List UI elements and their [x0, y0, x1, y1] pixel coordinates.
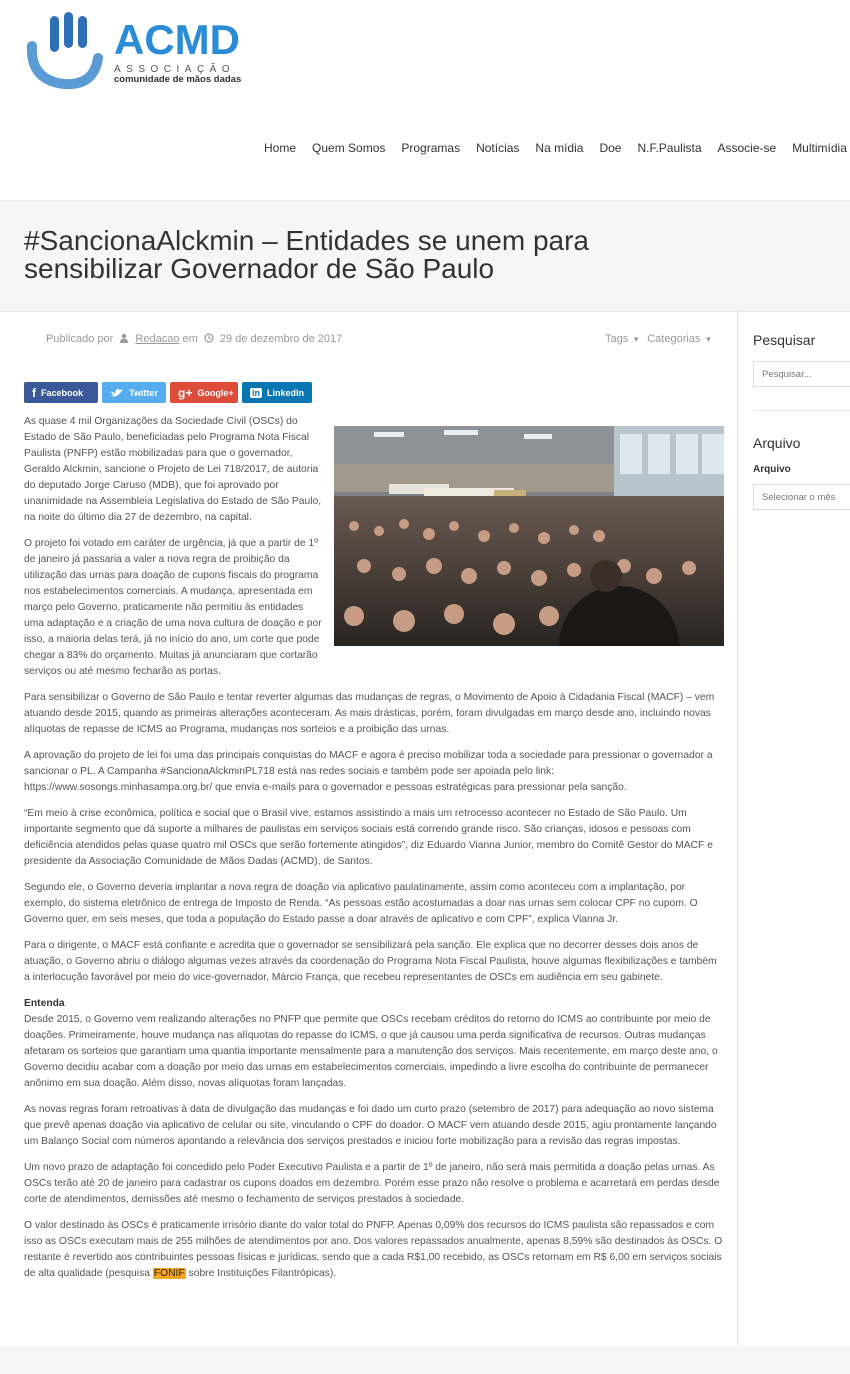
auditorium-photo	[334, 426, 724, 646]
post-taxonomy	[605, 333, 716, 345]
article-body	[24, 414, 724, 1292]
nav-na-midia[interactable]: Na mídia	[535, 141, 584, 155]
title-band	[0, 200, 850, 312]
share-twitter-button[interactable]	[102, 382, 166, 403]
site-header	[0, 0, 850, 200]
article-paragraph: “Em meio à crise econômica, política e social que o Brasil vive, estamos assistindo a mais um retrocesso acontecer no Estado de São Paulo. Um importante segmento que dá suporte a milhares de paulistas em serviços sociais está correndo grande risco. São crianças, idosos e pessoas com deficiência atendidos pelas quase quatro mil OSCs que serão fortemente atingidos”, diz Eduardo Vianna Junior, membro do Comitê Gestor do MACF e presidente da Associação Comunidade de Mãos Dadas (ACMD), de Santos.	[24, 808, 713, 867]
linkedin-icon: in	[252, 387, 260, 398]
article-paragraph: Um novo prazo de adaptação foi concedido pelo Poder Executivo Paulista e a partir de 1º de janeiro, não será mais permitida a doação pelas urnas. As OSCs terão até 20 de janeiro para cadastrar os cupons doados em dezembro. Porém esse prazo não resolve o problema e acarretará em perdas desde corte de atendimentos, demissões até mesmo o fechamento de serviços prestados à sociedade.	[24, 1162, 720, 1205]
share-google-button[interactable]	[170, 382, 238, 403]
site-logo[interactable]	[24, 8, 246, 92]
share-facebook-label: Facebook	[41, 387, 84, 398]
post-date: 29 de dezembro de 2017	[219, 333, 343, 345]
sidebar-divider	[737, 310, 738, 1346]
nav-home[interactable]: Home	[264, 141, 297, 155]
tags-caret-icon: ▼	[632, 335, 641, 344]
final-text-end: sobre Instituições Filantrópicas).	[185, 1268, 337, 1279]
article-paragraph: Desde 2015, o Governo vem realizando alterações no PNFP que permite que OSCs recebam créditos do retorno do ICMS ao contribuinte por meio de doações. Primeiramente, houve mudança nas alíquotas do repasse do ICMS, o que já causou uma perda significativa de recursos. Outras mudanças afetaram os sorteios que garantiam uma quantia importante mensalmente para a manutenção dos serviços. Mais recentemente, em março deste ano, o Governo decidiu acabar com a doação por meio das urnas em estabelecimentos comerciais, impedindo a livre escolha do contribuinte de permanecer anônimo em sua doação. Além disso, novas alíquotas foram lançadas.	[24, 1014, 718, 1089]
article-paragraph: Para sensibilizar o Governo de São Paulo e tentar reverter algumas das mudanças de regras, o Movimento de Apoio à Cidadania Fiscal (MACF) – vem atuando desde 2015, quando as primeiras alterações aconteceram. As mais drásticas, porém, foram divulgadas em março desde ano, incluindo novas alíquotas de repasse de ICMS ao Programa, mudanças nos sorteios e a proibição das urnas.	[24, 692, 715, 735]
author-link[interactable]: Redacao	[135, 333, 180, 345]
footer-band	[0, 1346, 850, 1374]
article-paragraph: Para o dirigente, o MACF está confiante e acredita que o governador se sensibilizará pela sanção. Ele explica que no decorrer desses dois anos de atuação, o Governo abriu o diálogo algumas vezes através da coordenação do Programa Nota Fiscal Paulista, houve algumas flexibilizações e também a interlocução favorável por meio do vice-governador, Márcio França, que recebeu representantes de OSCs em audiência em seu gabinete.	[24, 940, 717, 983]
nav-associe-se[interactable]: Associe-se	[717, 141, 777, 155]
main-nav	[264, 141, 850, 159]
logo-name: ACMD	[114, 16, 240, 63]
article-paragraph: As novas regras foram retroativas à data de divulgação das mudanças e foi dado um curto prazo (setembro de 2017) para adequação ao novo sistema que prevê apenas doação via aplicativo de celular ou site, vinculando o CPF do doador. O MACF vem atuando desde 2015, agiu prontamente lançando um Balanço Social com números apontando a relevância dos serviços prestados e iniciou forte mobilização para a revisão das regras impostas.	[24, 1104, 717, 1147]
share-twitter-label: Twitter	[129, 387, 158, 398]
archive-label: Arquivo	[753, 464, 791, 475]
final-text-start: O valor destinado às OSCs é praticamente irrisório diante do valor total do PNFP. Apenas 0,09% dos recursos do ICMS paulista são repassados e com isso as OSCs executam mais de 255 milhões de atendimentos por ano. Dos valores repassados anualmente, apenas 8,59% são destinados às OSCs. O restante é revertido aos contribuintes pessoas físicas e jurídicas, sendo que a cada R$1,00 recebido, as OSCs retornam em R$ 6,00 em serviços sociais de alta qualidade (pesquisa	[24, 1220, 723, 1279]
nav-quem-somos[interactable]: Quem Somos	[312, 141, 386, 155]
nav-noticias[interactable]: Notícias	[476, 141, 520, 155]
article-paragraph-final	[24, 1218, 724, 1282]
archive-widget-title: Arquivo	[753, 435, 801, 451]
post-meta	[46, 333, 342, 345]
share-google-label: Google+	[197, 387, 234, 398]
article-paragraph: Segundo ele, o Governo deveria implantar a nova regra de doação via aplicativo paulatinamente, assim como aconteceu com a implantação, por exemplo, do sistema eletrônico de entrega de Imposto de Renda. “As pessoas estão acostumadas a doar nas urnas sem colocar CPF no cupom. O Governo quer, em seis meses, que toda a população do Estado passe a doar através de aplicativo e com CPF”, explica Vianna Jr.	[24, 882, 698, 925]
logo-text	[114, 18, 241, 85]
page-title: #SancionaAlckmin – Entidades se unem para sensibilizar Governador de São Paulo	[24, 225, 590, 284]
share-linkedin-label: LinkedIn	[267, 387, 305, 398]
categories-dropdown[interactable]: Categorias	[647, 333, 701, 345]
hands-logo-icon	[24, 8, 110, 90]
categories-caret-icon: ▼	[704, 335, 713, 344]
article-paragraph: O projeto foi votado em caráter de urgência, já que a partir de 1º de janeiro já passaria a valer a nova regra de proibição da utilização das urnas para doação de cupons fiscais do programa nos estabelecimentos comerciais. A mudança, apresentada em março pelo Governo, praticamente não permitiu às entidades uma adaptação e a criação de uma nova cultura de doação e por isso, a maioria delas terá, já no início do ano, um corte que pode chegar a 83% do orçamento. Muitas já anunciaram que cortarão serviços ou até mesmo fecharão as portas.	[24, 538, 322, 677]
user-icon	[119, 333, 129, 343]
nav-nf-paulista[interactable]: N.F.Paulista	[637, 141, 702, 155]
article-paragraph: As quase 4 mil Organizações da Sociedade Civil (OSCs) do Estado de São Paulo, beneficiadas pelo Programa Nota Fiscal Paulista (PNFP) estão mobilizadas para que o governador, Geraldo Alckmin, sancione o Projeto de Lei 718/2017, de autoria do deputado Jorge Caruso (MDB), que foi aprovado por unanimidade na Assembleia Legislativa do Estado de São Paulo, na noite do último dia 27 de dezembro, na capital.	[24, 416, 322, 523]
event-photo	[334, 426, 724, 646]
logo-line2: comunidade de mãos dadas	[114, 74, 242, 85]
fonif-highlight: FONIF	[153, 1268, 185, 1279]
twitter-icon	[110, 388, 124, 398]
article-paragraph: A aprovação do projeto de lei foi uma das principais conquistas do MACF e agora é preciso mobilizar toda a sociedade para pressionar o governador a sancionar o PL. A Campanha #SancionaAlckminPL718 está nas redes sociais e também pode ser apoiada pelo link: https://www.sosongs.minhasampa.org.br/ que envia e-mails para o governador e pessoas estratégicas para pressionar pela sanção.	[24, 750, 713, 793]
published-by-label: Publicado por	[46, 333, 114, 345]
share-facebook-button[interactable]	[24, 382, 98, 403]
tags-dropdown[interactable]: Tags	[605, 333, 629, 345]
nav-multimidia[interactable]: Multimídia	[792, 141, 847, 155]
search-input[interactable]: Pesquisar...	[753, 361, 850, 387]
facebook-icon: f	[32, 385, 36, 400]
in-label: em	[182, 333, 198, 345]
clock-icon	[204, 333, 214, 343]
logo-line1: ASSOCIAÇÃO	[114, 64, 236, 75]
article-subheading: Entenda	[24, 998, 65, 1009]
nav-programas[interactable]: Programas	[401, 141, 461, 155]
archive-month-select[interactable]: Selecionar o mês	[753, 484, 850, 510]
sidebar-separator	[753, 410, 850, 411]
share-linkedin-button[interactable]	[242, 382, 312, 403]
google-plus-icon: g+	[178, 385, 193, 400]
search-widget-title: Pesquisar	[753, 332, 816, 348]
nav-doe[interactable]: Doe	[599, 141, 622, 155]
